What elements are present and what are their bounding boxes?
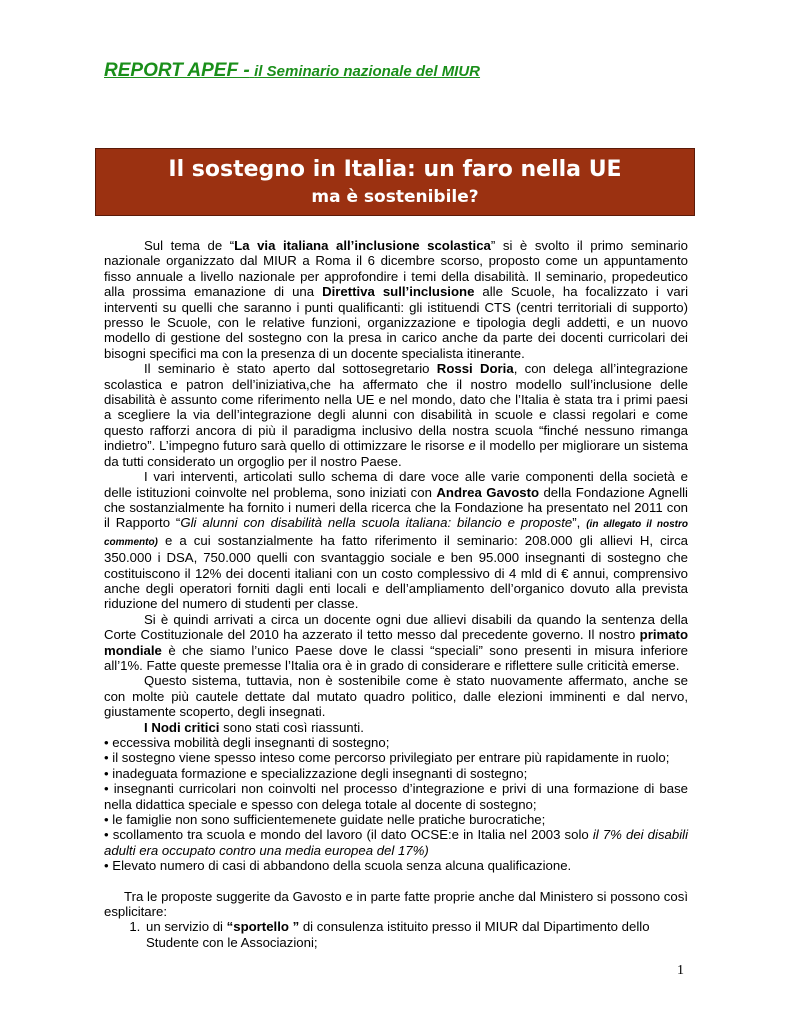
bullet-item: • il sostegno viene spesso inteso come percorso privilegiato per entrare più rapidamente in ruolo; xyxy=(104,750,670,766)
text: ” si è svolto il primo seminario nazionale organizzato dal MIUR a Roma il 6 dicembre scorso, proposto come un appuntamento fisso annuale a livello nazionale per approfondire i temi della disabilità. Il seminario, propedeutico alla prossima emanazione di una xyxy=(104,238,688,300)
text: Si è quindi arrivati a circa un docente ogni due allievi disabili da quando la sentenza della Corte Costituzionale del 2010 ha azzerato il tetto messo dal precedente governo. Il nostro xyxy=(104,611,688,643)
bullet-item: • inadeguata formazione e specializzazione degli insegnanti di sostegno; xyxy=(104,765,528,781)
text: e a cui sostanzialmente ha fatto riferimento il seminario: 208.000 gli allievi H, circa 350.000 i DSA, 750.000 quelli con svantaggio sociale e ben 95.000 insegnanti di sostegno che costituiscono il 12% dei docenti italiani con un costo complessivo di 4 mld di € annui, comprensivo anche degli operatori forniti dagli enti locali e dell’ampliamento dell’organico dovuto alla prevista riduzione del numero di studenti per classe. xyxy=(104,532,688,612)
text: il modello per migliorare un sistema da tutti considerato un orgoglio per il nostro Paese. xyxy=(104,438,688,469)
header-main: REPORT APEF - xyxy=(104,60,250,81)
text: alle Scuole, ha focalizzato i vari interventi su quelli che saranno i punti qualificanti: gli istituendi CTS (centri territoriali di supporto) presso le Scuole, con le relative funzioni, organizzazione e tipologia degli addetti, e un nuovo modello di gestione del sostegno con la presa in carico anche da parte dei docenti curricolari dei bisogni specifici ma con la presenza di un docente specialista itinerante. xyxy=(104,284,688,361)
text: è che siamo l’unico Paese dove le classi “speciali” sono presenti in misura inferiore all’1%. Fatte queste premesse l’Italia ora è in grado di considerare e riflettere sulle criticità emerse. xyxy=(104,642,688,673)
text: della Fondazione Agnelli che sostanzialmente ha fornito i numeri della ricerca che la Fondazione ha presentato nel 2011 con il Rapporto “ xyxy=(104,484,688,531)
text: Il seminario è stato aperto dal sottosegretario xyxy=(144,361,437,377)
paragraph-4 xyxy=(104,612,688,674)
text-bold: Rossi Doria xyxy=(436,361,514,377)
text: di consulenza istituito presso il MIUR dal Dipartimento dello Studente con le Associazioni; xyxy=(146,919,650,950)
bullet-item: • le famiglie non sono sufficientemenete guidate nelle pratiche burocratiche; xyxy=(104,812,546,828)
bullet-item: • eccessiva mobilità degli insegnanti di sostegno; xyxy=(104,735,390,750)
proposal-list xyxy=(104,919,688,950)
list-item xyxy=(144,919,688,950)
attachment-note: (in allegato il nostro commento) xyxy=(104,519,688,548)
paragraph-2 xyxy=(104,361,688,469)
text-bold: Andrea Gavosto xyxy=(436,484,540,500)
title-line-2: ma è sostenibile? xyxy=(311,187,479,207)
paragraph-6 xyxy=(104,720,688,735)
text-bold: Direttiva sull’inclusione xyxy=(322,284,475,300)
title-banner xyxy=(95,148,695,216)
page-number: 1 xyxy=(677,963,684,978)
text: un servizio di xyxy=(146,919,227,935)
paragraph-7: Tra le proposte suggerite da Gavosto e in parte fatte proprie anche dal Ministero si possono così esplicitare: xyxy=(104,888,688,920)
text-bold: I Nodi critici xyxy=(144,719,220,735)
article-body xyxy=(104,238,688,950)
bullet-item: • insegnanti curricolari non coinvolti nel processo d’integrazione e privi di una formazione di base nella didattica speciale e spesso con delega totale al docente di sostegno; xyxy=(104,781,688,812)
title-line-1: Il sostegno in Italia: un faro nella UE xyxy=(168,157,622,182)
text-italic: il 7% dei disabili adulti era occupato contro una media europea del 17%) xyxy=(104,827,689,858)
bullet-item xyxy=(104,827,688,858)
text-bold: primato mondiale xyxy=(104,627,688,658)
text-italic: Gli alunni con disabilità nella scuola italiana: bilancio e proposte xyxy=(180,515,573,531)
text: Sul tema de “ xyxy=(144,238,235,253)
text: ”, xyxy=(572,515,587,531)
paragraph-5: Questo sistema, tuttavia, non è sostenibile come è stato nuovamente affermato, anche se con molte più cautele dettate dal mutato quadro politico, dalle elezioni imminenti e dal nervo, giustamente scoperto, degli insegnati. xyxy=(104,673,688,720)
paragraph-3 xyxy=(104,469,688,612)
text: , con delega all’integrazione scolastica e patron dell’iniziativa,che ha affermato che il nostro modello sull’inclusione delle disabilità è assunto come riferimento nella UE e nel mondo, dato che l’Italia è stata tra i primi paesi a scegliere la via dell’integrazione degli alunni con disabilità in scuole e classi regolari e come questo rafforzi ancora di più il paradigma inclusivo della nostra scuola “finché nessuno rimanga indietro”. L’impegno futuro sarà quello di ottimizzare le risorse xyxy=(104,361,688,454)
header-subtitle: il Seminario nazionale del MIUR xyxy=(254,63,481,80)
text-bold: “sportello ” xyxy=(226,919,300,935)
text: sono stati così riassunti. xyxy=(219,719,364,735)
bullet-item: • Elevato numero di casi di abbandono della scuola senza alcuna qualificazione. xyxy=(104,858,572,874)
text: I vari interventi, articolati sullo schema di dare voce alle varie componenti della società e delle istituzioni coinvolte nel problema, sono iniziati con xyxy=(104,469,688,500)
paragraph-1 xyxy=(104,238,688,361)
text-bold: La via italiana all’inclusione scolastica xyxy=(234,238,491,253)
text: • scollamento tra scuola e mondo del lavoro (il dato OCSE:e in Italia nel 2003 solo xyxy=(104,827,593,843)
spacer xyxy=(104,874,688,889)
report-header xyxy=(104,60,480,82)
text-italic: e xyxy=(468,438,476,454)
